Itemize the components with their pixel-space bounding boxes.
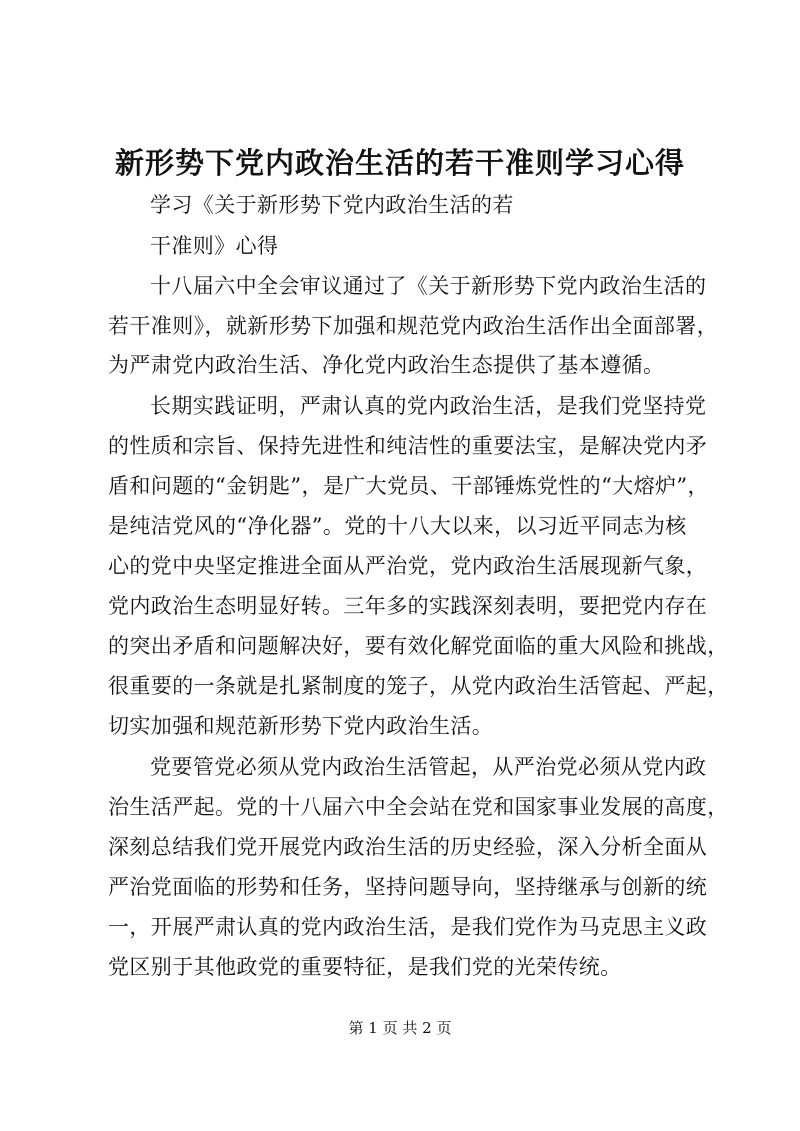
paragraph-2-line-2: 的性质和宗旨、保持先进性和纯洁性的重要法宝，是解决党内矛 <box>108 434 708 458</box>
document-title: 新形势下党内政治生活的若干准则学习心得 <box>114 146 685 180</box>
paragraph-3-line-1: 党要管党必须从党内政治生活管起，从严治党必须从党内政 <box>150 755 707 779</box>
paragraph-3-line-2: 治生活严起。党的十八届六中全会站在党和国家事业发展的高度， <box>108 795 729 819</box>
paragraph-3-line-5: 一，开展严肃认真的党内政治生活，是我们党作为马克思主义政 <box>108 915 708 939</box>
paragraph-3-line-4: 严治党面临的形势和任务，坚持问题导向，坚持继承与创新的统 <box>108 875 708 899</box>
paragraph-3-line-3: 深刻总结我们党开展党内政治生活的历史经验，深入分析全面从 <box>108 835 708 859</box>
paragraph-2-line-1: 长期实践证明，严肃认真的党内政治生活，是我们党坚持党 <box>150 394 707 418</box>
paragraph-2-line-9: 切实加强和规范新形势下党内政治生活。 <box>108 714 494 738</box>
paragraph-2-line-8: 很重要的一条就是扎紧制度的笼子，从党内政治生活管起、严起， <box>108 674 729 698</box>
paragraph-2-line-4: 是纯洁党风的“净化器”。党的十八大以来，以习近平同志为核 <box>108 514 687 538</box>
paragraph-1-line-1: 十八届六中全会审议通过了《关于新形势下党内政治生活的 <box>150 274 707 298</box>
subtitle-line-2: 干准则》心得 <box>150 234 279 258</box>
paragraph-1-line-2: 若干准则》，就新形势下加强和规范党内政治生活作出全面部署， <box>108 314 719 338</box>
page-footer: 第 1 页 共 2 页 <box>348 1019 452 1037</box>
paragraph-1-line-3: 为严肃党内政治生活、净化党内政治生态提供了基本遵循。 <box>108 353 665 377</box>
paragraph-2-line-3: 盾和问题的“金钥匙”，是广大党员、干部锤炼党性的“大熔炉”， <box>108 474 709 498</box>
paragraph-2-line-5: 心的党中央坚定推进全面从严治党，党内政治生活展现新气象， <box>108 554 708 578</box>
paragraph-2-line-7: 的突出矛盾和问题解决好，要有效化解党面临的重大风险和挑战， <box>108 634 729 658</box>
paragraph-2-line-6: 党内政治生态明显好转。三年多的实践深刻表明，要把党内存在 <box>108 594 708 618</box>
subtitle-line-1: 学习《关于新形势下党内政治生活的若 <box>150 193 514 217</box>
paragraph-3-line-6: 党区别于其他政党的重要特征，是我们党的光荣传统。 <box>108 955 622 979</box>
